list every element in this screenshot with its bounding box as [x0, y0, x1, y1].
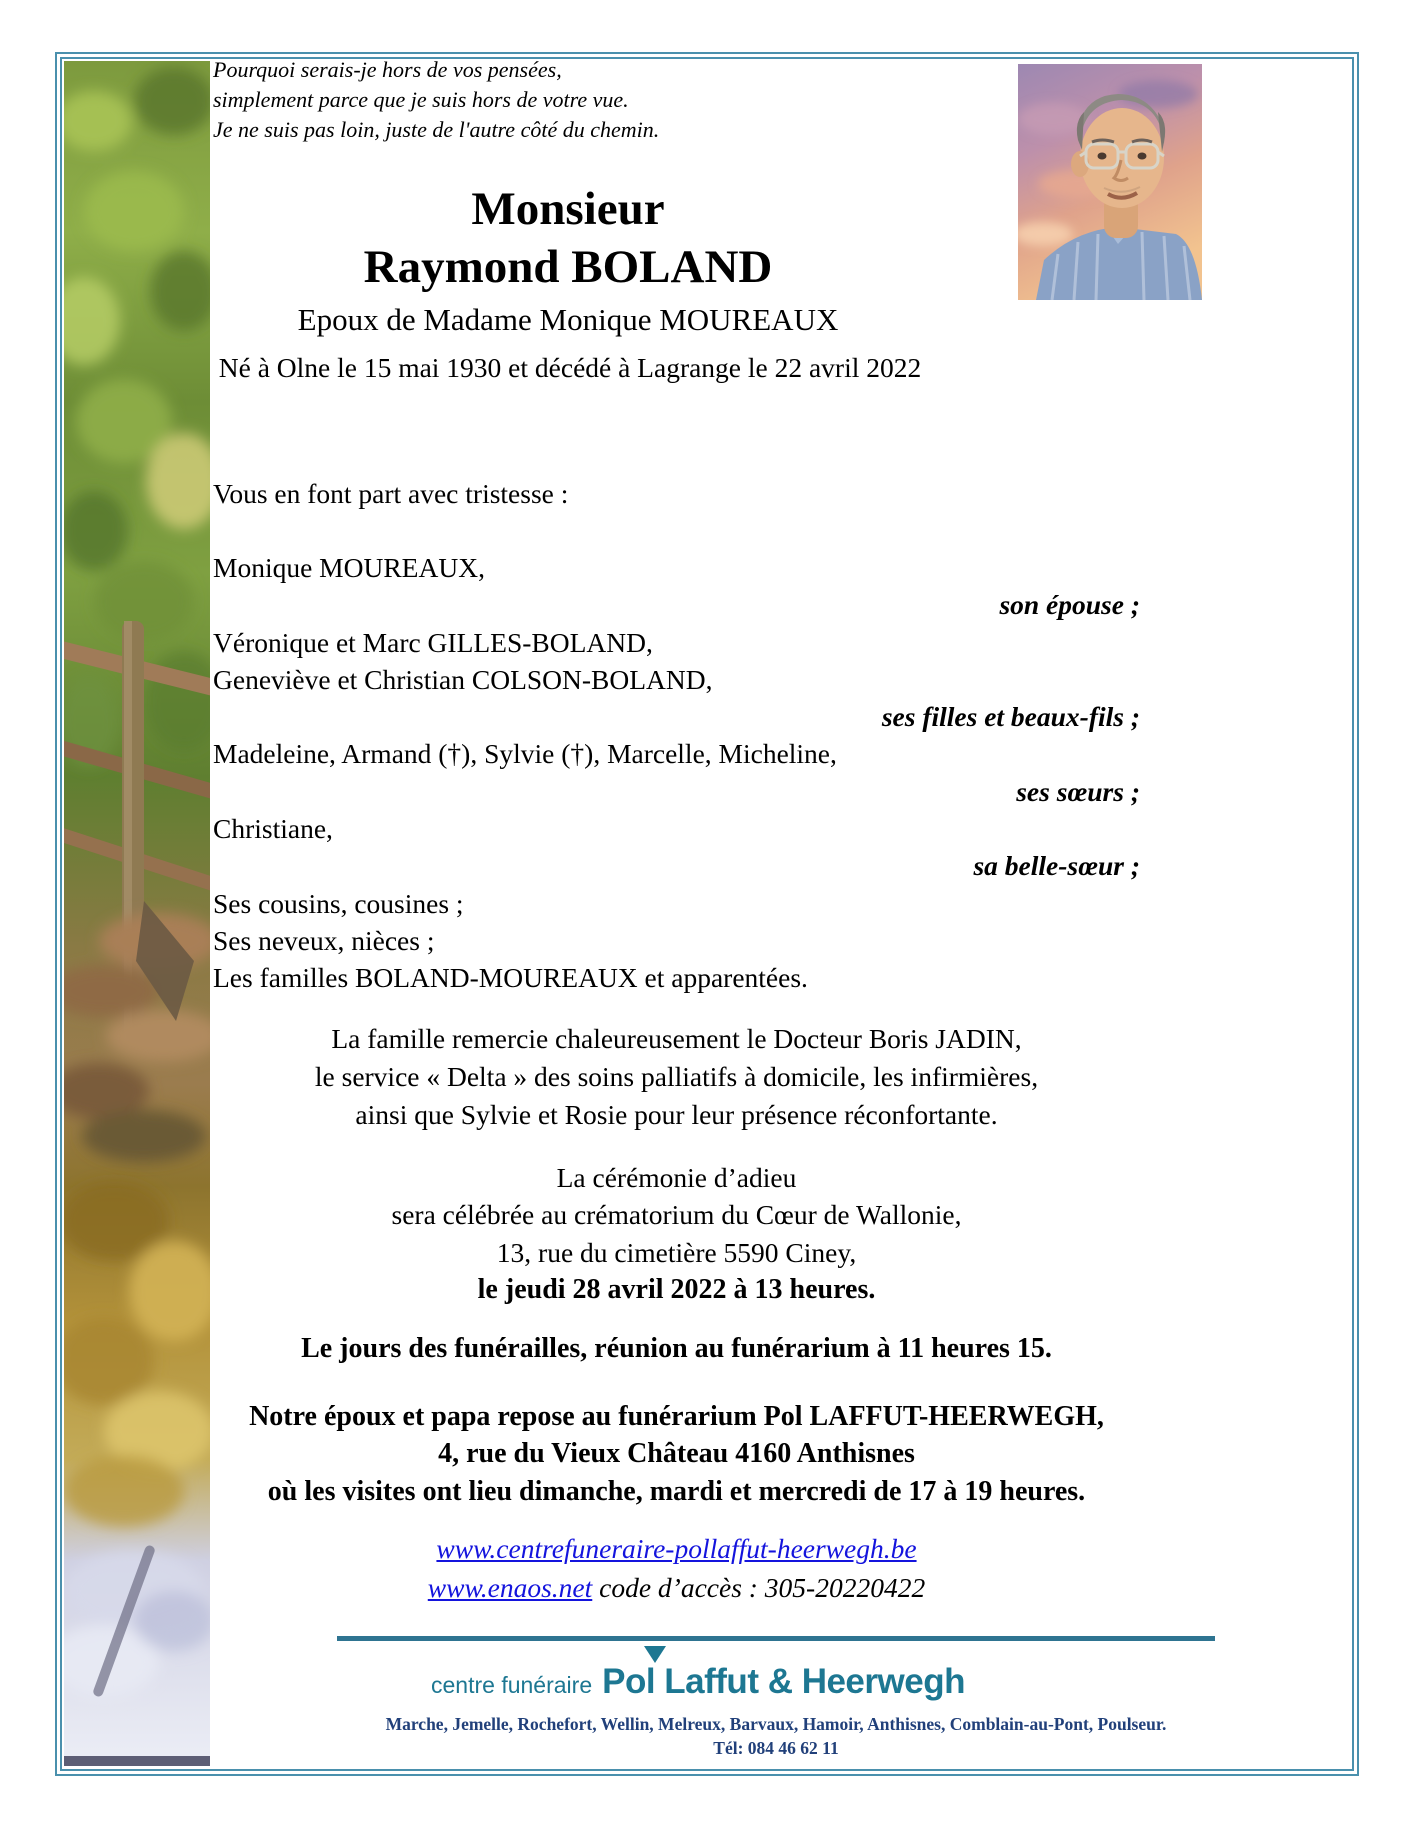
footer-separator-line: [337, 1636, 1215, 1641]
thanks-line: le service « Delta » des soins palliatifs à domicile, les infirmières,: [314, 1061, 1039, 1093]
family-line: Madeleine, Armand (†), Sylvie (†), Marcelle, Micheline,: [213, 738, 837, 770]
thanks-line: La famille remercie chaleureusement le Docteur Boris JADIN,: [331, 1023, 1022, 1054]
reunion-line: Le jours des funérailles, réunion au funérarium à 11 heures 15.: [301, 1333, 1052, 1364]
funeral-home-logo: [259, 1662, 1137, 1702]
links-block: [213, 1530, 1140, 1607]
poem: [213, 55, 933, 145]
nature-photo-strip: [64, 61, 210, 1766]
family-line: Christiane,: [213, 813, 333, 845]
relation-line: son épouse ;: [999, 589, 1140, 621]
family-line: Les familles BOLAND-MOUREAUX et apparentées.: [213, 962, 808, 994]
brand-prefix: centre funéraire: [431, 1672, 593, 1698]
funerarium-line: 4, rue du Vieux Château 4160 Anthisnes: [438, 1438, 915, 1470]
thanks-paragraph: [213, 1020, 1140, 1135]
spouse-line: Epoux de Madame Monique MOUREAUX: [297, 302, 839, 337]
funerarium-line: Notre époux et papa repose au funérarium Pol LAFFUT-HEERWEGH,: [249, 1401, 1104, 1432]
relation-line: sa belle-sœur ;: [973, 850, 1140, 882]
website-line: [213, 1530, 1140, 1569]
poem-line: Je ne suis pas loin, juste de l'autre côté du chemin.: [213, 117, 660, 142]
family-line: Véronique et Marc GILLES-BOLAND,: [213, 626, 653, 658]
title-civility: Monsieur: [471, 183, 665, 235]
ceremony-date-line: le jeudi 28 avril 2022 à 13 heures.: [477, 1274, 876, 1306]
family-list: [213, 549, 1140, 997]
birth-death-line: Né à Olne le 15 mai 1930 et décédé à Lagrange le 22 avril 2022: [218, 352, 922, 383]
announcement-intro: Vous en font part avec tristesse :: [213, 478, 569, 509]
relation-line: ses filles et beaux-fils ;: [881, 701, 1140, 733]
footer-locations: Marche, Jemelle, Rochefort, Wellin, Melreux, Barvaux, Hamoir, Anthisnes, Comblain-au-Pont, Poulseur.: [385, 1714, 1167, 1734]
ceremony-line: La cérémonie d’adieu: [556, 1162, 797, 1193]
deceased-name: Raymond BOLAND: [363, 241, 773, 293]
funerarium-info: [213, 1398, 1140, 1510]
family-line: Geneviève et Christian COLSON-BOLAND,: [213, 663, 713, 695]
thanks-line: ainsi que Sylvie et Rosie pour leur présence réconfortante.: [355, 1099, 998, 1131]
brand-name: Pol Laffut & Heerwegh: [602, 1662, 965, 1701]
relation-line: ses sœurs ;: [1016, 775, 1140, 807]
funerarium-line: où les visites ont lieu dimanche, mardi et mercredi de 17 à 19 heures.: [267, 1475, 1086, 1507]
family-line: Monique MOUREAUX,: [213, 552, 485, 583]
poem-line: Pourquoi serais-je hors de vos pensées,: [213, 57, 562, 82]
poem-line: simplement parce que je suis hors de votre vue.: [213, 87, 629, 112]
enaos-link[interactable]: www.enaos.net: [427, 1571, 593, 1603]
ceremony-details: [213, 1159, 1140, 1309]
portrait-photo: [1018, 64, 1202, 300]
family-line: Ses cousins, cousines ;: [213, 887, 464, 919]
funeral-home-website-link[interactable]: www.centrefuneraire-pollaffut-heerwegh.be: [436, 1533, 917, 1564]
ceremony-line: 13, rue du cimetière 5590 Ciney,: [496, 1236, 857, 1268]
deceased-portrait-image: [1018, 64, 1202, 300]
footer-phone: Tél: 084 46 62 11: [713, 1738, 839, 1758]
logo-triangle-icon: [644, 1646, 666, 1663]
family-line: Ses neveux, nièces ;: [213, 924, 435, 956]
access-code-text: code d’accès : 305-20220422: [599, 1571, 926, 1603]
ceremony-line: sera célébrée au crématorium du Cœur de Wallonie,: [391, 1199, 962, 1231]
enaos-line: [213, 1569, 1140, 1608]
bridge-stream-image: [64, 61, 210, 1766]
